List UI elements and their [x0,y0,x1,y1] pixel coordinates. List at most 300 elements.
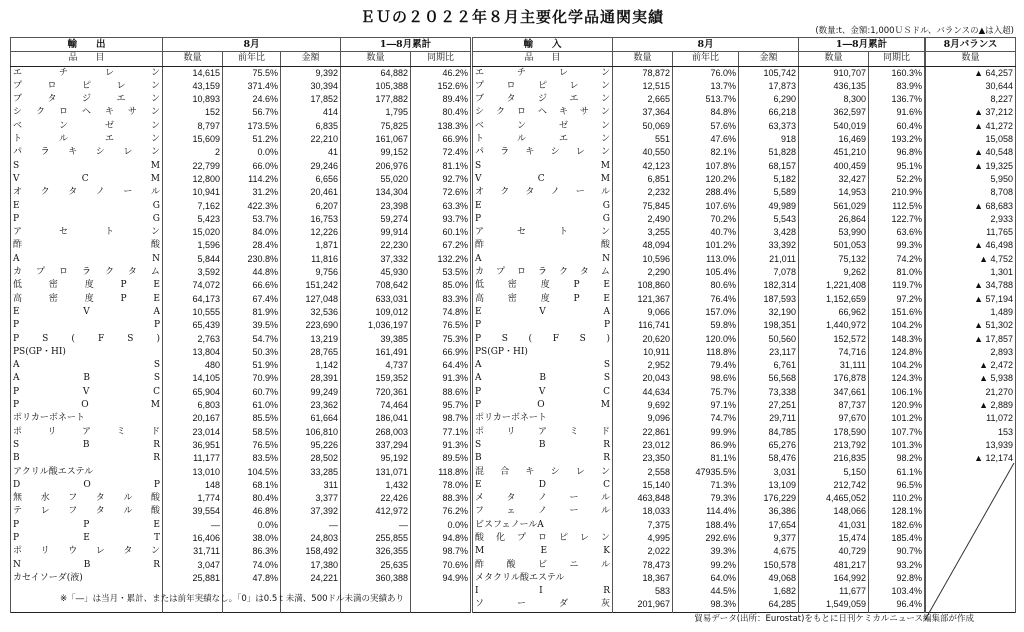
balance-cell: 8,708 [926,186,1016,199]
item-name-cell [473,572,613,585]
value-cell: 206,976 [341,160,411,173]
value-cell: 74,716 [799,346,869,359]
value-cell: 216,835 [799,452,869,465]
value-cell: 7,078 [739,266,799,279]
table-row [926,186,1016,199]
item-name-cell [473,279,613,292]
value-cell: 31.2% [223,186,281,199]
value-cell: 97.2% [869,293,925,306]
balance-cell: ▲ 5,938 [926,372,1016,385]
value-cell: 65,276 [739,439,799,452]
item-name-cell [11,200,163,213]
value-cell: 4,675 [739,545,799,558]
value-cell: 21,011 [739,253,799,266]
value-cell: 63.6% [869,226,925,239]
value-cell: 182.6% [869,519,925,532]
item-name-cell [11,66,163,80]
item-name-cell [473,146,613,159]
item-name: V C M [13,173,160,184]
value-cell: 13,010 [163,466,223,479]
value-cell: 164,992 [799,572,869,585]
table-row [473,93,925,106]
item-name: ブ タ ジ エ ン [475,94,610,105]
value-cell: 540,019 [799,120,869,133]
item-name: S M [13,160,160,171]
table-row [11,559,471,572]
table-row [473,426,925,439]
table-row [11,66,471,80]
value-cell: 12,800 [163,173,223,186]
value-cell: 161,067 [341,133,411,146]
value-cell: 59.8% [673,319,739,332]
value-cell: 3,255 [613,226,673,239]
value-cell: 77.1% [411,426,471,439]
value-cell: 66,962 [799,306,869,319]
table-row [11,160,471,173]
value-cell: 451,210 [799,146,869,159]
value-cell: 2,290 [613,266,673,279]
table-row [473,239,925,252]
item-name-cell [473,505,613,518]
value-cell: 1,432 [341,479,411,492]
value-cell: 70.9% [223,372,281,385]
table-row [473,545,925,558]
value-cell: 11,677 [799,585,869,598]
balance-cell: ▲ 41,272 [926,120,1016,133]
table-row [11,106,471,119]
value-cell: 85.0% [411,279,471,292]
item-name-cell [11,386,163,399]
value-cell: 94.9% [411,572,471,585]
table-row [11,479,471,492]
value-cell: 43,159 [163,80,223,93]
item-name-cell [473,93,613,106]
value-cell: 583 [613,585,673,598]
value-cell: 98.7% [411,412,471,425]
value-cell: 93.2% [869,559,925,572]
table-row [473,585,925,598]
item-name: ポリカーボネート [475,413,547,424]
value-cell: 22,210 [281,133,341,146]
item-name: 無 水 フ タ ル 酸 [13,493,160,504]
table-row [473,466,925,479]
table-row [473,399,925,412]
table-row [11,466,471,479]
value-cell: 59,274 [341,213,411,226]
item-name: E G [475,200,610,211]
table-row [926,426,1016,439]
item-name-cell [473,386,613,399]
item-name: プ ロ ピ レ ン [475,80,610,91]
value-cell: 20,461 [281,186,341,199]
value-cell: 44,634 [613,386,673,399]
col-header: 同期比 [869,52,925,66]
value-cell: 182,314 [739,279,799,292]
value-cell: 337,294 [341,439,411,452]
value-cell: 88.6% [411,386,471,399]
value-cell: 1,142 [281,359,341,372]
value-cell: 51.2% [223,133,281,146]
table-row [11,226,471,239]
value-cell: 22,426 [341,492,411,505]
value-cell: 25,635 [341,559,411,572]
table-row [926,106,1016,119]
value-cell: 81.1% [673,452,739,465]
value-cell: 3,592 [163,266,223,279]
value-cell: 480 [163,359,223,372]
value-cell: 124.8% [869,346,925,359]
value-cell: 99,914 [341,226,411,239]
value-cell: 92.7% [411,173,471,186]
item-name: ト ル エ ン [13,134,160,145]
value-cell: 106.1% [869,386,925,399]
item-name: 酸 化 プ ロ ピ レ ン [475,532,610,543]
table-row [11,266,471,279]
value-cell: 41,031 [799,519,869,532]
value-cell: 161,491 [341,346,411,359]
item-name: B R [13,453,160,464]
table-row [11,293,471,306]
value-cell: 72.4% [411,146,471,159]
item-name-cell [11,399,163,412]
value-cell: 76.5% [411,319,471,332]
value-cell: 9,066 [613,306,673,319]
export-item-label: 品 目 [11,52,163,66]
table-row [473,333,925,346]
col-header: 同期比 [411,52,471,66]
value-cell: 84,785 [739,426,799,439]
value-cell: 20,620 [613,333,673,346]
value-cell: 119.7% [869,279,925,292]
value-cell: 720,361 [341,386,411,399]
item-name: A B S [475,373,610,384]
value-cell: 176,878 [799,372,869,385]
value-cell: 98.6% [673,372,739,385]
table-row [926,239,1016,252]
value-cell: 513.7% [673,93,739,106]
value-cell: 5,423 [163,213,223,226]
value-cell: 20,043 [613,372,673,385]
table-row [11,545,471,558]
value-cell: 6,803 [163,399,223,412]
value-cell: 311 [281,479,341,492]
value-cell: 49,068 [739,572,799,585]
item-name: ポ リ ウ レ タ ン [13,546,160,557]
value-cell: 1,871 [281,239,341,252]
item-name: P V C [13,386,160,397]
item-name-cell [11,106,163,119]
value-cell: 82.1% [673,146,739,159]
item-name-cell [473,106,613,119]
value-cell: 193.2% [869,133,925,146]
value-cell: 436,135 [799,80,869,93]
table-row [11,253,471,266]
value-cell: 23,350 [613,452,673,465]
value-cell: 8,300 [799,93,869,106]
value-cell: 90.7% [869,545,925,558]
value-cell: 2,232 [613,186,673,199]
item-name-cell [473,399,613,412]
table-row [926,293,1016,306]
value-cell: 124.3% [869,372,925,385]
item-name: 混 合 キ シ レ ン [475,466,610,477]
item-name: プ ロ ピ レ ン [13,80,160,91]
value-cell: 13,109 [739,479,799,492]
item-name-cell [473,479,613,492]
value-cell: 39.5% [223,319,281,332]
item-name-cell [11,93,163,106]
value-cell: 6,835 [281,120,341,133]
item-name-cell [473,66,613,80]
table-row [11,306,471,319]
item-name-cell [473,519,613,532]
item-name-cell [11,120,163,133]
table-row [473,346,925,359]
balance-cell: 1,489 [926,306,1016,319]
import-section-header: 輸 入 [473,38,613,52]
value-cell: 83.3% [411,293,471,306]
value-cell: 53,990 [799,226,869,239]
item-name: シ ク ロ ヘ キ サ ン [13,107,160,118]
value-cell: 99,152 [341,146,411,159]
balance-cell: 1,301 [926,266,1016,279]
value-cell: 15,474 [799,532,869,545]
balance-cell: 5,950 [926,173,1016,186]
value-cell: 36,386 [739,505,799,518]
value-cell: 61.0% [223,399,281,412]
value-cell: 64.0% [673,572,739,585]
value-cell: 91.3% [411,439,471,452]
value-cell: 99.3% [869,239,925,252]
table-row [473,372,925,385]
value-cell: 17,654 [739,519,799,532]
table-row [473,532,925,545]
value-cell: 51,828 [739,146,799,159]
value-cell: 66.6% [223,279,281,292]
value-cell: 14,953 [799,186,869,199]
table-row [11,532,471,545]
value-cell: 47.8% [223,572,281,585]
table-row [473,186,925,199]
value-cell: 107.6% [673,200,739,213]
item-name: ビスフェノールA [475,519,544,530]
table-row [926,213,1016,226]
value-cell: 42,123 [613,160,673,173]
value-cell: 53.5% [411,266,471,279]
item-name-cell [473,120,613,133]
table-row [473,66,925,80]
value-cell: 136.7% [869,93,925,106]
value-cell: 1,036,197 [341,319,411,332]
item-name: シ ク ロ ヘ キ サ ン [475,107,610,118]
col-header: 数量 [341,52,411,66]
value-cell: 39,385 [341,333,411,346]
value-cell: 40,550 [613,146,673,159]
value-cell: 70.2% [673,213,739,226]
value-cell: 81.0% [869,266,925,279]
value-cell: 14,105 [163,372,223,385]
value-cell: 84.0% [223,226,281,239]
item-name-cell [11,505,163,518]
value-cell: 10,555 [163,306,223,319]
value-cell: 74.8% [411,306,471,319]
table-row [926,120,1016,133]
value-cell: 61,664 [281,412,341,425]
table-row [473,226,925,239]
value-cell: 122.7% [869,213,925,226]
table-row [926,226,1016,239]
item-name: E D C [475,479,610,490]
table-row [11,386,471,399]
item-name-cell [473,266,613,279]
col-header: 金額 [739,52,799,66]
value-cell: 47.6% [673,133,739,146]
balance-cell: 153 [926,426,1016,439]
item-name-cell [473,239,613,252]
item-name-cell [473,532,613,545]
value-cell: 92.8% [869,572,925,585]
value-cell: 74,464 [341,399,411,412]
value-cell: 6,761 [739,359,799,372]
value-cell: 48,094 [613,239,673,252]
footnote: ※「―」は当月・累計、または前年実績なし。「0」は0.5ｔ未満、500ドル未満の実績あり [60,594,405,604]
table-row [11,93,471,106]
value-cell: 3,428 [739,226,799,239]
value-cell: 152 [163,106,223,119]
value-cell: 17,873 [739,80,799,93]
item-name-cell [11,519,163,532]
value-cell: 74.0% [223,559,281,572]
value-cell: 22,230 [341,239,411,252]
balance-cell: 11,072 [926,412,1016,425]
value-cell: 10,911 [613,346,673,359]
value-cell: 75.3% [411,333,471,346]
table-row [473,133,925,146]
value-cell: 13,804 [163,346,223,359]
value-cell: 32,427 [799,173,869,186]
item-name-cell [11,239,163,252]
value-cell: 39.3% [673,545,739,558]
item-name: 酢 酸 ビ ニ ル [475,559,610,570]
value-cell: 188.4% [673,519,739,532]
item-name: D O P [13,479,160,490]
value-cell: 16,753 [281,213,341,226]
value-cell: 1,682 [739,585,799,598]
value-cell: 58,476 [739,452,799,465]
table-row [926,412,1016,425]
table-row [11,120,471,133]
value-cell: 1,549,059 [799,598,869,612]
table-row [926,359,1016,372]
value-cell: 120.9% [869,399,925,412]
value-cell: 16,406 [163,532,223,545]
value-cell: 22,861 [613,426,673,439]
value-cell: 60.4% [869,120,925,133]
item-name-cell [11,439,163,452]
item-name: A B S [13,373,160,384]
table-row [473,572,925,585]
item-name: A S [13,360,160,371]
table-row [926,93,1016,106]
value-cell: 44.5% [673,585,739,598]
table-row [926,200,1016,213]
value-cell: 76.5% [223,439,281,452]
item-name: P P [13,320,160,331]
balance-cell: ▲ 57,194 [926,293,1016,306]
balance-cell: ▲ 68,683 [926,200,1016,213]
value-cell: 2,952 [613,359,673,372]
table-row [11,452,471,465]
table-row [473,106,925,119]
value-cell: 89.5% [411,452,471,465]
item-name-cell [473,545,613,558]
value-cell: 40,729 [799,545,869,558]
item-name: エ チ レ ン [475,67,610,78]
value-cell: 212,742 [799,479,869,492]
value-cell: 80.6% [673,279,739,292]
col-header: 前年比 [673,52,739,66]
item-name-cell [11,279,163,292]
value-cell: 53.7% [223,213,281,226]
value-cell: 11,177 [163,452,223,465]
table-row [473,120,925,133]
value-cell: 13.7% [673,80,739,93]
value-cell: 61.1% [869,466,925,479]
value-cell: 186,041 [341,412,411,425]
value-cell: 107.8% [673,160,739,173]
empty-cell [411,598,471,612]
value-cell: 101.2% [869,412,925,425]
value-cell: 9,096 [613,412,673,425]
item-name-cell [11,532,163,545]
value-cell: 24.6% [223,93,281,106]
value-cell: 36,951 [163,439,223,452]
value-cell: 28,502 [281,452,341,465]
value-cell: 95.1% [869,160,925,173]
item-name-cell [11,186,163,199]
value-cell: 101.3% [869,439,925,452]
value-cell: 412,972 [341,505,411,518]
value-cell: 23,117 [739,346,799,359]
value-cell: 9,377 [739,532,799,545]
value-cell: 31,111 [799,359,869,372]
value-cell: 46.8% [223,505,281,518]
value-cell: 2,490 [613,213,673,226]
value-cell: 128.1% [869,505,925,518]
item-name: P G [13,213,160,224]
balance-cell: ▲ 40,548 [926,146,1016,159]
value-cell: 4,995 [613,532,673,545]
value-cell: 86.3% [223,545,281,558]
value-cell: 0.0% [411,519,471,532]
value-cell: 230.8% [223,253,281,266]
value-cell: 362,597 [799,106,869,119]
empty-cell-diagonal [925,463,1015,621]
table-row [926,399,1016,412]
value-cell: 5,150 [799,466,869,479]
value-cell: 288.4% [673,186,739,199]
value-cell: 89.4% [411,93,471,106]
value-cell: 86.9% [673,439,739,452]
value-cell: 37,364 [613,106,673,119]
item-name-cell [11,173,163,186]
balance-cell: ▲ 19,325 [926,160,1016,173]
value-cell: 95,226 [281,439,341,452]
value-cell: 4,465,052 [799,492,869,505]
item-name-cell [11,372,163,385]
value-cell: 159,352 [341,372,411,385]
item-name-cell [11,253,163,266]
